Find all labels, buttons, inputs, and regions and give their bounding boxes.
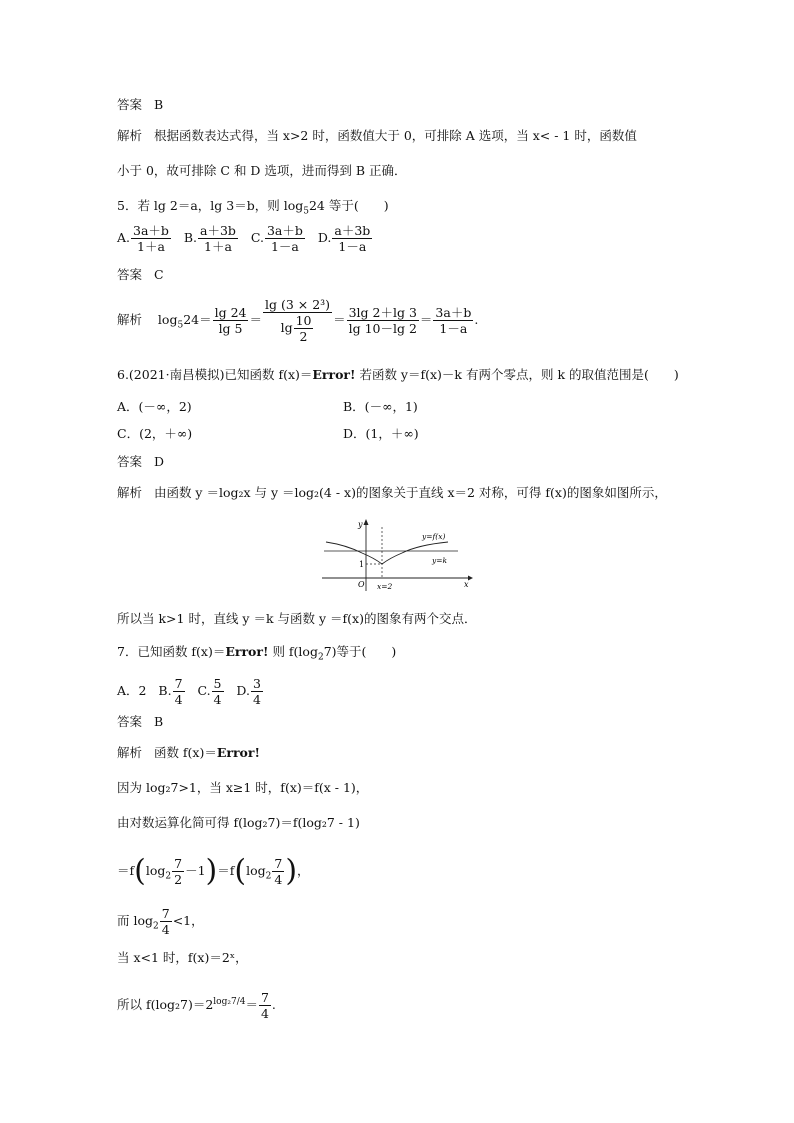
fraction-7-4 xyxy=(272,856,284,887)
q7-opt-d-label: D. xyxy=(236,683,250,698)
q5-opt-c-label: C. xyxy=(250,230,264,245)
q5-opt-d-fraction xyxy=(332,223,372,254)
answer-value: B xyxy=(153,714,164,729)
num: 3lg 2＋lg 3 xyxy=(348,305,417,320)
q7-line3 xyxy=(117,853,310,889)
minus-one: －1 xyxy=(185,863,206,878)
num: 7 xyxy=(260,990,269,1005)
q5-options xyxy=(117,223,373,254)
analysis-label: 解析 xyxy=(117,485,143,500)
den: 4 xyxy=(274,872,283,887)
fraction-result xyxy=(259,990,271,1021)
paren-close: ) xyxy=(205,853,218,889)
num: 3a＋b xyxy=(133,223,169,238)
y-label: y xyxy=(358,520,363,529)
answer-value: B xyxy=(153,97,164,112)
fraction-1 xyxy=(213,305,249,336)
q7-stem-tail: 7)等于( ) xyxy=(323,644,397,659)
num: a＋3b xyxy=(334,223,371,238)
eq-f: ＝f xyxy=(117,863,135,878)
den: 1－a xyxy=(270,239,299,254)
x-axis-arrow xyxy=(468,576,473,581)
q6-analysis-line1 xyxy=(117,484,667,502)
q4-analysis-line1 xyxy=(117,127,637,145)
analysis-label: 解析 xyxy=(117,745,143,760)
q5-opt-b-label: B. xyxy=(183,230,198,245)
den: 1－a xyxy=(439,321,468,336)
num: 10 xyxy=(295,313,312,328)
curve-left xyxy=(326,542,382,564)
fraction-4 xyxy=(433,305,473,336)
den: 2 xyxy=(174,872,183,887)
den: 4 xyxy=(213,692,222,707)
one-label: 1 xyxy=(359,560,365,569)
fraction-7-2 xyxy=(172,856,184,887)
equals: ＝ xyxy=(419,312,433,327)
num: lg (3 × 2³) xyxy=(265,297,331,312)
answer-value: D xyxy=(153,454,164,469)
q7-options xyxy=(117,676,264,707)
den: 4 xyxy=(161,922,170,937)
log-sub: 2 xyxy=(165,871,172,882)
q5-stem-tail: 24 等于( ) xyxy=(308,198,389,213)
q5-stem-sub: 5 xyxy=(303,206,309,217)
q7-answer xyxy=(117,713,163,731)
q7-line1: 因为 log₂7>1，当 x≥1 时，f(x)＝f(x - 1)， xyxy=(117,780,369,795)
den: 4 xyxy=(174,692,183,707)
q7-stem-sub: 2 xyxy=(317,652,324,663)
q7-opt-c-label: C. xyxy=(197,683,211,698)
analysis-text: 由函数 y ＝log₂x 与 y ＝log₂(4 - x)的图象关于直线 x＝2 对称，可得 f(x)的图象如图所示， xyxy=(153,485,667,500)
num: 7 xyxy=(174,856,183,871)
q7-line2: 由对数运算化简可得 f(log₂7)＝f(log₂7 - 1) xyxy=(117,815,360,830)
q7-opt-a: A．2 xyxy=(117,683,147,698)
x-label: x xyxy=(464,580,469,589)
q6-stem-text: 6.(2021·南昌模拟)已知函数 f(x)＝ xyxy=(117,367,313,382)
q6-answer xyxy=(117,453,164,471)
origin-label: O xyxy=(358,580,365,589)
q5-answer xyxy=(117,266,164,284)
q7-error: Error! xyxy=(225,644,269,659)
log-sub-2: 2 xyxy=(265,871,272,882)
num: lg 24 xyxy=(214,305,247,320)
q7-opt-d-fraction xyxy=(251,676,263,707)
answer-label: 答案 xyxy=(117,454,143,469)
den-nested xyxy=(279,313,317,344)
q6-option-c: C．(2，＋∞) xyxy=(117,426,193,441)
den: 1＋a xyxy=(137,239,165,254)
curve-label: y=f(x) xyxy=(422,532,446,541)
q4-answer xyxy=(117,96,163,114)
num: 3 xyxy=(252,676,261,691)
q5-stem xyxy=(117,197,389,221)
equals: ＝ xyxy=(333,312,346,327)
answer-label: 答案 xyxy=(117,97,143,112)
exp-frac: 7/4 xyxy=(230,996,246,1007)
expr-log-sub: 5 xyxy=(177,320,184,331)
text: 所以 f(log₂7)＝2 xyxy=(117,997,214,1012)
q7-opt-c-fraction xyxy=(212,676,224,707)
paren-open: ( xyxy=(134,853,146,889)
equals: ＝ xyxy=(245,997,258,1012)
q6-option-a: A．(－∞，2) xyxy=(117,399,192,414)
expr-log: log xyxy=(157,312,178,327)
analysis-label: 解析 xyxy=(117,312,143,327)
function-graph xyxy=(318,515,478,595)
q6-option-d: D．(1，＋∞) xyxy=(343,426,419,441)
q7-opt-b-label: B. xyxy=(158,683,172,698)
exponent xyxy=(213,997,245,1007)
analysis-text: 根据函数表达式得，当 x>2 时，函数值大于 0，可排除 A 选项，当 x< - 1 时，函数值 xyxy=(153,128,637,143)
q5-opt-a-fraction xyxy=(131,223,171,254)
answer-label: 答案 xyxy=(117,714,143,729)
den: 2 xyxy=(299,329,308,344)
log: log xyxy=(145,863,166,878)
q6-option-b: B．(－∞，1) xyxy=(343,399,418,414)
q5-analysis xyxy=(117,297,478,344)
text: 而 log xyxy=(117,913,153,928)
q7-opt-b-fraction xyxy=(173,676,185,707)
exp-log: log₂ xyxy=(213,996,231,1007)
q6-error: Error! xyxy=(312,367,356,382)
num: 7 xyxy=(174,676,183,691)
q5-opt-b-fraction xyxy=(198,223,238,254)
q7-analysis xyxy=(117,744,260,762)
q5-opt-a-label: A. xyxy=(117,230,131,245)
num: 7 xyxy=(274,856,283,871)
q7-stem xyxy=(117,643,396,667)
den: 1＋a xyxy=(204,239,232,254)
q7-analysis-error: Error! xyxy=(216,745,260,760)
q6-stem xyxy=(117,366,679,384)
analysis-text: 函数 f(x)＝ xyxy=(153,745,217,760)
nested-fraction xyxy=(294,313,314,344)
num: a＋3b xyxy=(200,223,236,238)
q4-analysis-line2: 小于 0，故可排除 C 和 D 选项，进而得到 B 正确． xyxy=(117,163,407,178)
fraction-2 xyxy=(263,297,332,344)
period: . xyxy=(271,997,276,1012)
q5-stem-text: 5．若 lg 2＝a，lg 3＝b，则 log xyxy=(117,198,304,213)
period: . xyxy=(474,312,479,327)
q6-stem-tail: 若函数 y＝f(x)－k 有两个零点，则 k 的取值范围是( ) xyxy=(355,367,679,382)
fraction-7-4-b xyxy=(160,906,172,937)
fraction-3 xyxy=(347,305,419,336)
comma: ， xyxy=(297,863,310,878)
den: lg 5 xyxy=(218,321,243,336)
q5-opt-c-fraction xyxy=(265,223,305,254)
q7-line4 xyxy=(117,906,204,937)
q6-analysis-line2: 所以当 k>1 时，直线 y ＝k 与函数 y ＝f(x)的图象有两个交点． xyxy=(117,611,477,626)
log-2: log xyxy=(246,863,266,878)
num: 5 xyxy=(213,676,222,691)
eq-f-2: ＝f xyxy=(217,863,235,878)
q7-line6 xyxy=(117,990,276,1021)
q7-stem-mid: 则 f(log xyxy=(268,644,318,659)
expr-log-b: 24＝ xyxy=(183,312,212,327)
text-tail: <1， xyxy=(172,913,204,928)
paren-open-2: ( xyxy=(234,853,247,889)
den: 4 xyxy=(252,692,261,707)
line-label: y=k xyxy=(432,556,448,565)
q5-opt-d-label: D. xyxy=(317,230,332,245)
num: 3a＋b xyxy=(435,305,472,320)
num: 3a＋b xyxy=(266,223,303,238)
num: 7 xyxy=(161,906,170,921)
log-sub: 2 xyxy=(153,921,159,932)
vline-label: x=2 xyxy=(377,582,393,591)
analysis-label: 解析 xyxy=(117,128,143,143)
lg: lg xyxy=(280,320,293,335)
q7-line5: 当 x<1 时，f(x)＝2ˣ， xyxy=(117,950,248,965)
den: 4 xyxy=(260,1006,269,1021)
den: 1－a xyxy=(338,239,367,254)
q7-stem-text: 7．已知函数 f(x)＝ xyxy=(117,644,226,659)
paren-close-2: ) xyxy=(285,853,298,889)
equals: ＝ xyxy=(249,312,262,327)
y-axis-arrow xyxy=(364,519,369,525)
answer-label: 答案 xyxy=(117,267,143,282)
answer-value: C xyxy=(153,267,164,282)
den: lg 10－lg 2 xyxy=(348,321,417,336)
